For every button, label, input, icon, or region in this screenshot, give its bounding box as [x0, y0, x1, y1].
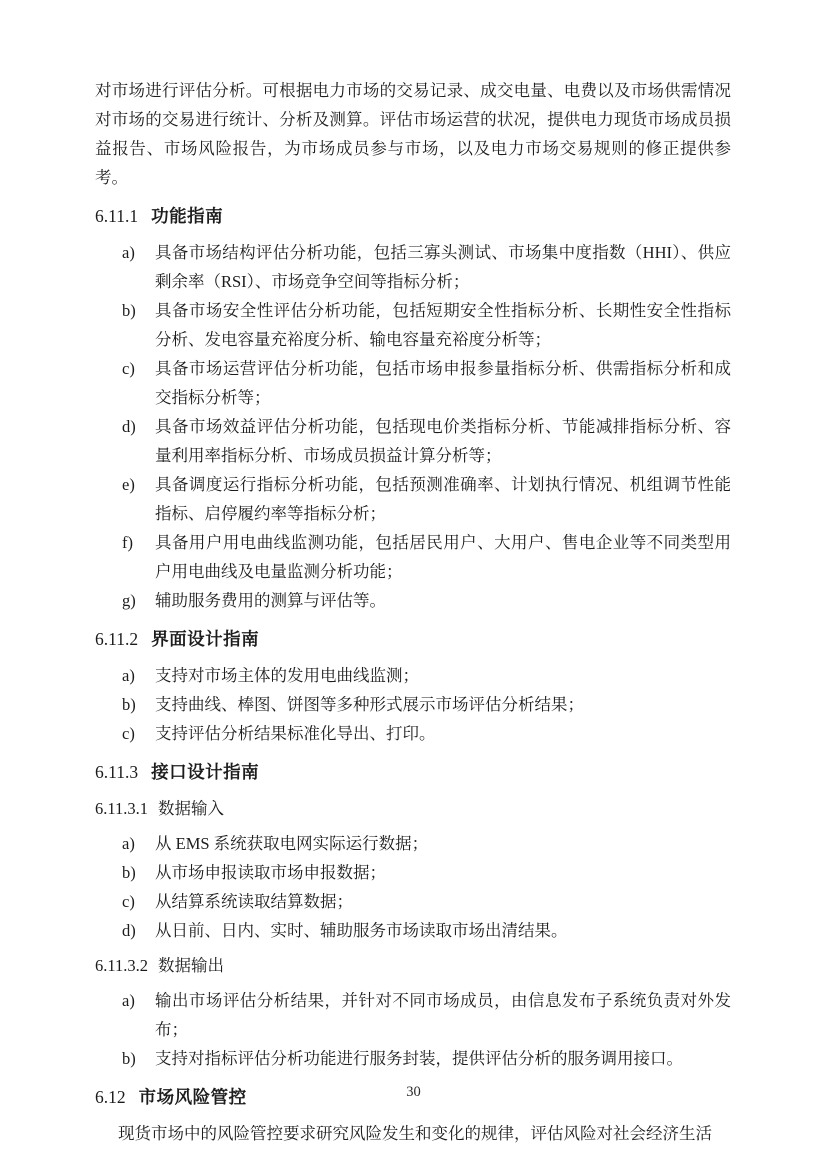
list-item-g: [95, 586, 731, 615]
list-item-text: 具备用户用电曲线监测功能，包括居民用户、大用户、售电企业等不同类型用户用电曲线及电量监测分析功能；: [155, 533, 731, 581]
list-item-d: [95, 412, 731, 470]
list-item-text: 从 EMS 系统获取电网实际运行数据；: [155, 834, 429, 853]
list-marker: b): [122, 1049, 136, 1068]
section-number: 6.11.1: [95, 206, 139, 226]
subsection-6-11-3-2-list: [95, 986, 731, 1073]
closing-paragraph: 现货市场中的风险管控要求研究风险发生和变化的规律，评估风险对社会经济生活: [118, 1124, 712, 1143]
list-marker: c): [122, 724, 135, 743]
list-item-text: 具备市场效益评估分析功能，包括现电价类指标分析、节能减排指标分析、容量利用率指标分析、市场成员损益计算分析等；: [155, 417, 731, 465]
section-heading-6-11-3: [95, 757, 731, 787]
list-marker: a): [122, 243, 135, 262]
list-item-b: [95, 1044, 731, 1073]
subsection-number: 6.11.3.2: [95, 956, 149, 975]
list-marker: b): [122, 863, 136, 882]
list-marker: a): [122, 991, 135, 1010]
list-item-b: [95, 690, 731, 719]
list-item-text: 支持评估分析结果标准化导出、打印。: [155, 724, 436, 743]
list-marker: f): [122, 533, 133, 552]
section-title: 界面设计指南: [151, 629, 260, 649]
list-item-b: [95, 296, 731, 354]
list-item-d: [95, 916, 731, 945]
list-item-e: [95, 470, 731, 528]
section-heading-6-11-1: [95, 201, 731, 231]
section-title: 市场风险管控: [138, 1087, 247, 1107]
list-item-text: 支持曲线、棒图、饼图等多种形式展示市场评估分析结果；: [155, 695, 584, 714]
list-marker: d): [122, 417, 136, 436]
page-number: 30: [406, 1084, 421, 1100]
list-marker: c): [122, 359, 135, 378]
list-marker: e): [122, 475, 135, 494]
list-marker: b): [122, 301, 136, 320]
subsection-title: 数据输入: [158, 799, 225, 818]
intro-paragraph: 对市场进行评估分析。可根据电力市场的交易记录、成交电量、电费以及市场供需情况对市场的交易进行统计、分析及测算。评估市场运营的状况，提供电力现货市场成员损益报告、市场风险报告，为市场成员参与市场，以及电力市场交易规则的修正提供参考。: [95, 81, 731, 187]
section-number: 6.12: [95, 1087, 126, 1107]
list-item-b: [95, 858, 731, 887]
list-item-c: [95, 354, 731, 412]
list-item-f: [95, 528, 731, 586]
list-item-c: [95, 719, 731, 748]
list-marker: d): [122, 921, 136, 940]
subsection-heading-6-11-3-1: [95, 794, 731, 823]
list-item-text: 从结算系统读取结算数据；: [155, 892, 353, 911]
list-item-text: 从市场申报读取市场申报数据；: [155, 863, 386, 882]
list-item-text: 具备市场安全性评估分析功能，包括短期安全性指标分析、长期性安全性指标分析、发电容量充裕度分析、输电容量充裕度分析等；: [155, 301, 731, 349]
list-item-text: 具备调度运行指标分析功能，包括预测准确率、计划执行情况、机组调节性能指标、启停履约率等指标分析；: [155, 475, 731, 523]
list-marker: a): [122, 834, 135, 853]
section-heading-6-11-2: [95, 624, 731, 654]
list-item-c: [95, 887, 731, 916]
section-number: 6.11.2: [95, 629, 139, 649]
section-6-11-2-list: [95, 661, 731, 748]
list-item-text: 支持对指标评估分析功能进行服务封装，提供评估分析的服务调用接口。: [155, 1049, 683, 1068]
list-marker: g): [122, 591, 136, 610]
list-item-a: [95, 986, 731, 1044]
list-item-a: [95, 829, 731, 858]
section-title: 功能指南: [151, 206, 224, 226]
list-item-a: [95, 238, 731, 296]
subsection-6-11-3-1-list: [95, 829, 731, 945]
subsection-number: 6.11.3.1: [95, 799, 149, 818]
section-6-11-1-list: [95, 238, 731, 615]
list-item-text: 具备市场结构评估分析功能，包括三寡头测试、市场集中度指数（HHI）、供应剩余率（RSI）、市场竞争空间等指标分析；: [155, 243, 731, 291]
list-marker: a): [122, 666, 135, 685]
list-marker: b): [122, 695, 136, 714]
subsection-title: 数据输出: [158, 956, 225, 975]
list-marker: c): [122, 892, 135, 911]
section-number: 6.11.3: [95, 762, 139, 782]
list-item-text: 具备市场运营评估分析功能，包括市场申报参量指标分析、供需指标分析和成交指标分析等；: [155, 359, 731, 407]
subsection-heading-6-11-3-2: [95, 951, 731, 980]
list-item-a: [95, 661, 731, 690]
list-item-text: 支持对市场主体的发用电曲线监测；: [155, 666, 419, 685]
section-title: 接口设计指南: [151, 762, 260, 782]
list-item-text: 辅助服务费用的测算与评估等。: [155, 591, 386, 610]
list-item-text: 输出市场评估分析结果，并针对不同市场成员，由信息发布子系统负责对外发布；: [155, 991, 731, 1039]
list-item-text: 从日前、日内、实时、辅助服务市场读取市场出清结果。: [155, 921, 568, 940]
